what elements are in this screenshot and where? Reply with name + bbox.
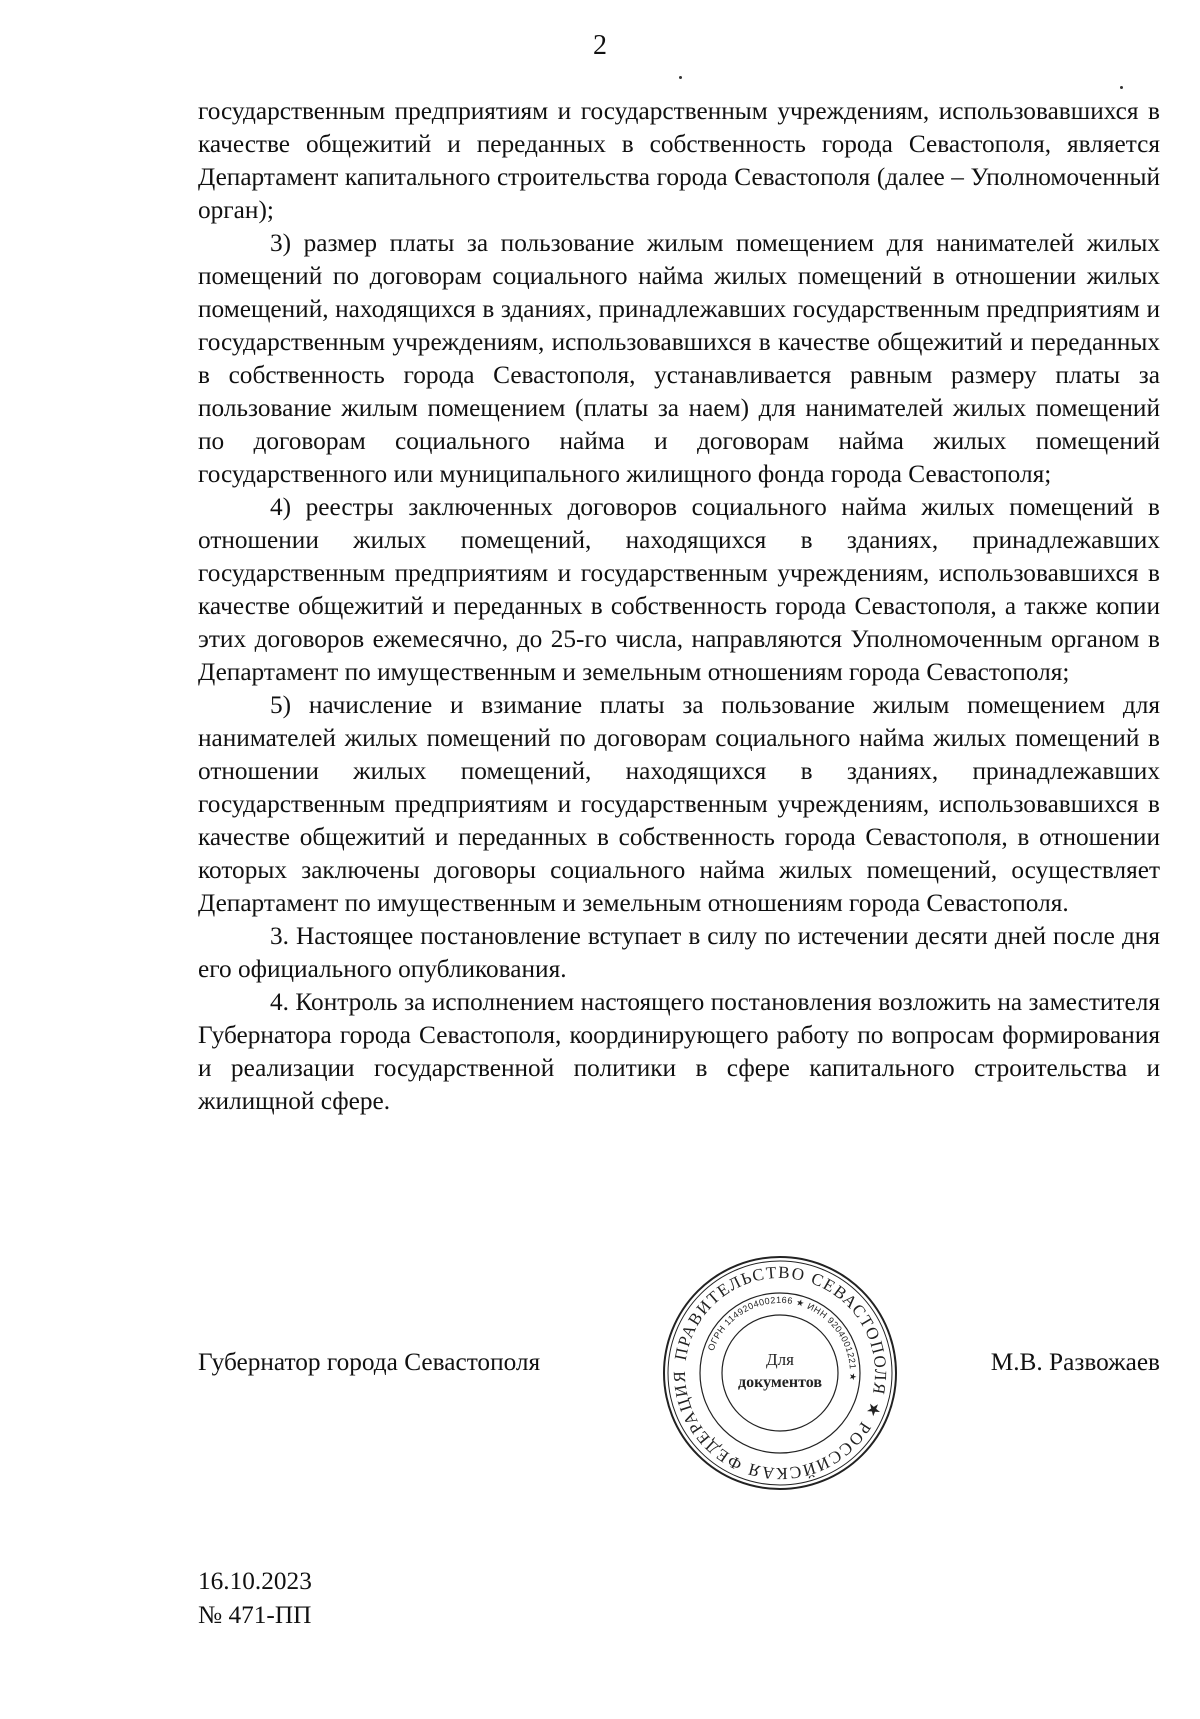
seal-outer-text: ПРАВИТЕЛЬСТВО СЕВАСТОПОЛЯ ★ РОССИЙСКАЯ ФЕДЕРАЦИЯ — [669, 1262, 891, 1484]
page-number: 2 — [593, 30, 607, 61]
document-date-number — [198, 1564, 312, 1632]
paragraph-0: государственным предприятиям и государственным учреждениям, использовавшихся в качестве общежитий и переданных в собственность города Севастополя, является Департамент капитального строительства города Севастополя (далее – Уполномоченный орган); — [198, 97, 1160, 224]
seal-center-line1: Для — [766, 1350, 794, 1369]
seal-inner-text: ОГРН 1149204002166 ★ ИНН 9204001221 ★ — [705, 1294, 859, 1382]
paragraph-clause-3: 3. Настоящее постановление вступает в силу по истечении десяти дней после дня его официального опубликования. — [198, 922, 1160, 983]
document-date: 16.10.2023 — [198, 1567, 312, 1595]
document-body — [198, 95, 1160, 1118]
paragraph-item-4: 4) реестры заключенных договоров социального найма жилых помещений в отношении жилых помещений, находящихся в зданиях, принадлежавших государственным предприятиям и государственным учреждениям, использовавшихся в качестве общежитий и переданных в собственность города Севастополя, а также копии этих договоров ежемесячно, до 25-го числа, направляются Уполномоченным органом в Департамент по имущественным и земельным отношениям города Севастополя; — [198, 493, 1160, 686]
seal-center-line2: документов — [738, 1374, 822, 1391]
paragraph-item-3: 3) размер платы за пользование жилым помещением для нанимателей жилых помещений по договорам социального найма жилых помещений в отношении жилых помещений, находящихся в зданиях, принадлежавших государственным предприятиям и государственным учреждениям, использовавшихся в качестве общежитий и переданных в собственность города Севастополя, устанавливается равным размеру платы за пользование жилым помещением (платы за наем) для нанимателей жилых помещений по договорам социального найма и договорам найма жилых помещений государственного или муниципального жилищного фонда города Севастополя; — [198, 229, 1160, 488]
official-seal-stamp — [660, 1253, 900, 1493]
signatory-title: Губернатор города Севастополя — [198, 1348, 541, 1376]
document-number: № 471-ПП — [198, 1601, 312, 1629]
signatory-name: М.В. Развожаев — [990, 1348, 1160, 1376]
scan-dot — [1120, 86, 1123, 89]
paragraph-clause-4: 4. Контроль за исполнением настоящего постановления возложить на заместителя Губернатора города Севастополя, координирующего работу по вопросам формирования и реализации государственной политики в сфере капитального строительства и жилищной сфере. — [198, 988, 1160, 1115]
seal-icon — [660, 1253, 900, 1493]
scan-dot — [679, 76, 682, 79]
paragraph-item-5: 5) начисление и взимание платы за пользование жилым помещением для нанимателей жилых помещений по договорам социального найма жилых помещений в отношении жилых помещений, находящихся в зданиях, принадлежавших государственным предприятиям и государственным учреждениям, использовавшихся в качестве общежитий и переданных в собственность города Севастополя, в отношении которых заключены договоры социального найма жилых помещений, осуществляет Департамент по имущественным и земельным отношениям города Севастополя. — [198, 691, 1160, 917]
